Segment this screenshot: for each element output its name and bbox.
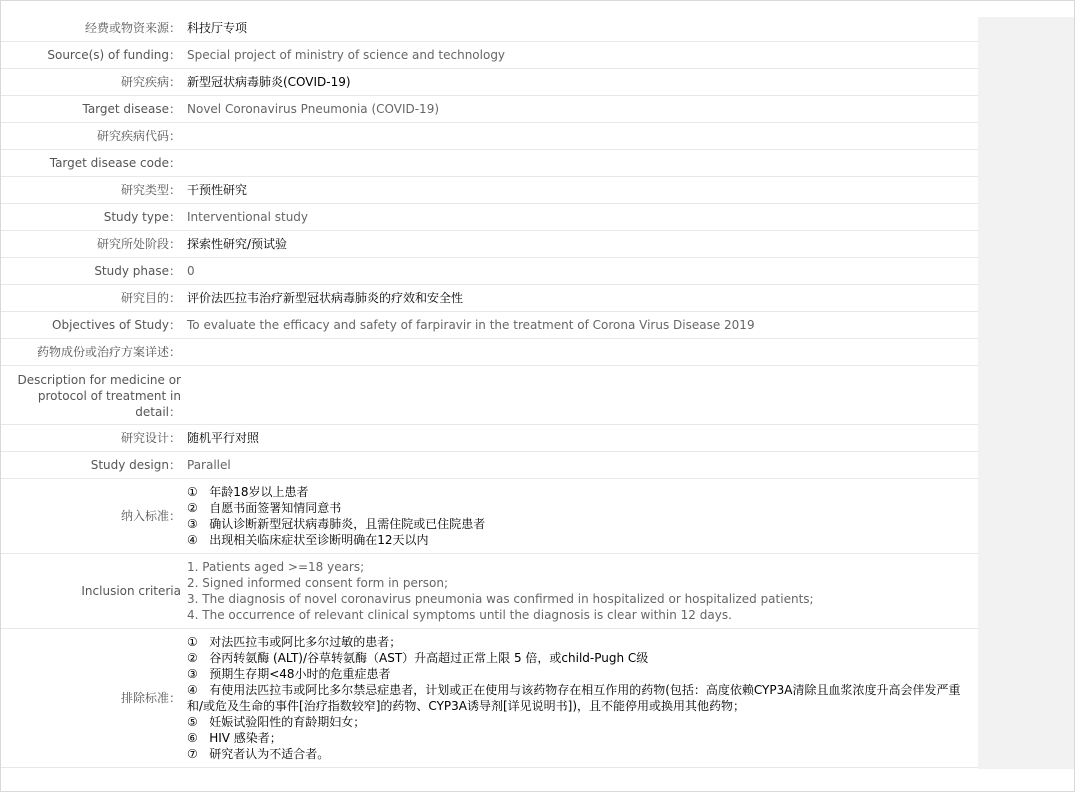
field-label: Study type： — [103, 210, 181, 224]
field-value: 科技厅专项 — [187, 21, 248, 35]
list-item: ② 谷丙转氨酶 (ALT)/谷草转氨酶（AST）升高超过正常上限 5 倍，或child-Pugh C级 — [187, 651, 649, 665]
list-item: ⑥ HIV 感染者； — [187, 731, 282, 745]
field-value — [187, 339, 978, 365]
field-value — [187, 123, 978, 149]
field-value: 随机平行对照 — [187, 431, 260, 445]
row-target-disease-cn — [1, 69, 978, 96]
field-value: 评价法匹拉韦治疗新型冠状病毒肺炎的疗效和安全性 — [187, 291, 464, 305]
field-label — [1, 366, 187, 424]
field-label: 药物成份或治疗方案详述： — [36, 345, 181, 359]
field-label: Inclusion criteria — [81, 584, 181, 598]
list-item: ① 对法匹拉韦或阿比多尔过敏的患者； — [187, 635, 402, 649]
list-item: ① 年龄18岁以上患者 — [187, 485, 309, 499]
list-item: 2. Signed informed consent form in person; — [187, 576, 449, 590]
list-item: ④ 有使用法匹拉韦或阿比多尔禁忌症患者，计划或正在使用与该药物存在相互作用的药物(包括：高度依赖CYP3A清除且血浆浓度升高会伴发严重 — [187, 683, 961, 697]
row-study-phase-cn — [1, 231, 978, 258]
row-medicine-description-en — [1, 366, 978, 425]
field-label: 研究设计： — [120, 431, 181, 445]
field-label: 研究疾病代码： — [96, 129, 181, 143]
list-item: 和/或危及生命的事件[治疗指数较窄]的药物、CYP3A诱导剂[详见说明书])，且不能停用或换用其他药物； — [187, 699, 746, 713]
row-study-type-en — [1, 204, 978, 231]
row-medicine-description-cn — [1, 339, 978, 366]
field-label: 研究所处阶段： — [96, 237, 181, 251]
row-target-disease-en — [1, 96, 978, 123]
registration-details-table — [1, 15, 978, 768]
list-item: ② 自愿书面签署知情同意书 — [187, 501, 342, 515]
field-value — [187, 366, 978, 424]
field-label: Source(s) of funding： — [47, 48, 181, 62]
list-item: 4. The occurrence of relevant clinical symptoms until the diagnosis is clear within 12 days. — [187, 608, 732, 622]
field-value: Special project of ministry of science and technology — [187, 48, 506, 62]
row-study-phase-en — [1, 258, 978, 285]
field-label: 研究疾病： — [120, 75, 181, 89]
row-study-type-cn — [1, 177, 978, 204]
field-label: 经费或物资来源： — [84, 21, 181, 35]
field-value: 新型冠状病毒肺炎(COVID-19) — [187, 75, 351, 89]
row-study-design-en — [1, 452, 978, 479]
row-funding-source-en — [1, 42, 978, 69]
field-label: Target disease： — [82, 102, 181, 116]
field-value: Interventional study — [187, 210, 309, 224]
list-item: ⑤ 妊娠试验阳性的育龄期妇女； — [187, 715, 366, 729]
list-item: ④ 出现相关临床症状至诊断明确在12天以内 — [187, 533, 429, 547]
list-item: ⑦ 研究者认为不适合者。 — [187, 747, 330, 761]
right-side-panel — [978, 17, 1074, 769]
field-value-list — [187, 629, 978, 767]
field-value: 0 — [187, 264, 195, 278]
row-objectives-en — [1, 312, 978, 339]
field-label-line: Description for medicine or — [17, 373, 181, 387]
row-exclusion-criteria-cn — [1, 629, 978, 768]
field-label-line: detail： — [135, 405, 181, 419]
row-inclusion-criteria-cn — [1, 479, 978, 554]
field-label: Objectives of Study： — [52, 318, 181, 332]
field-value-list — [187, 479, 978, 553]
field-label: 研究目的： — [120, 291, 181, 305]
list-item: ③ 确认诊断新型冠状病毒肺炎，且需住院或已住院患者 — [187, 517, 486, 531]
field-value: Novel Coronavirus Pneumonia (COVID-19) — [187, 102, 440, 116]
row-objectives-cn — [1, 285, 978, 312]
row-disease-code-cn — [1, 123, 978, 150]
field-label: Study phase： — [94, 264, 181, 278]
field-label: Target disease code： — [49, 156, 181, 170]
field-value — [187, 150, 978, 176]
row-inclusion-criteria-en — [1, 554, 978, 629]
row-disease-code-en — [1, 150, 978, 177]
field-value: 探索性研究/预试验 — [187, 237, 288, 251]
field-label: 纳入标准： — [120, 509, 181, 523]
list-item: 1. Patients aged >=18 years; — [187, 560, 365, 574]
field-label-line: protocol of treatment in — [37, 389, 181, 403]
field-value: Parallel — [187, 458, 231, 472]
row-funding-source-cn — [1, 15, 978, 42]
field-label: 研究类型： — [120, 183, 181, 197]
row-study-design-cn — [1, 425, 978, 452]
field-label: 排除标准： — [120, 691, 181, 705]
list-item: 3. The diagnosis of novel coronavirus pneumonia was confirmed in hospitalized or hospitalized patients; — [187, 592, 814, 606]
field-value: To evaluate the efficacy and safety of farpiravir in the treatment of Corona Virus Disease 2019 — [187, 318, 755, 332]
field-value-list — [187, 554, 978, 628]
field-value: 干预性研究 — [187, 183, 248, 197]
field-label: Study design： — [90, 458, 181, 472]
list-item: ③ 预期生存期<48小时的危重症患者 — [187, 667, 391, 681]
